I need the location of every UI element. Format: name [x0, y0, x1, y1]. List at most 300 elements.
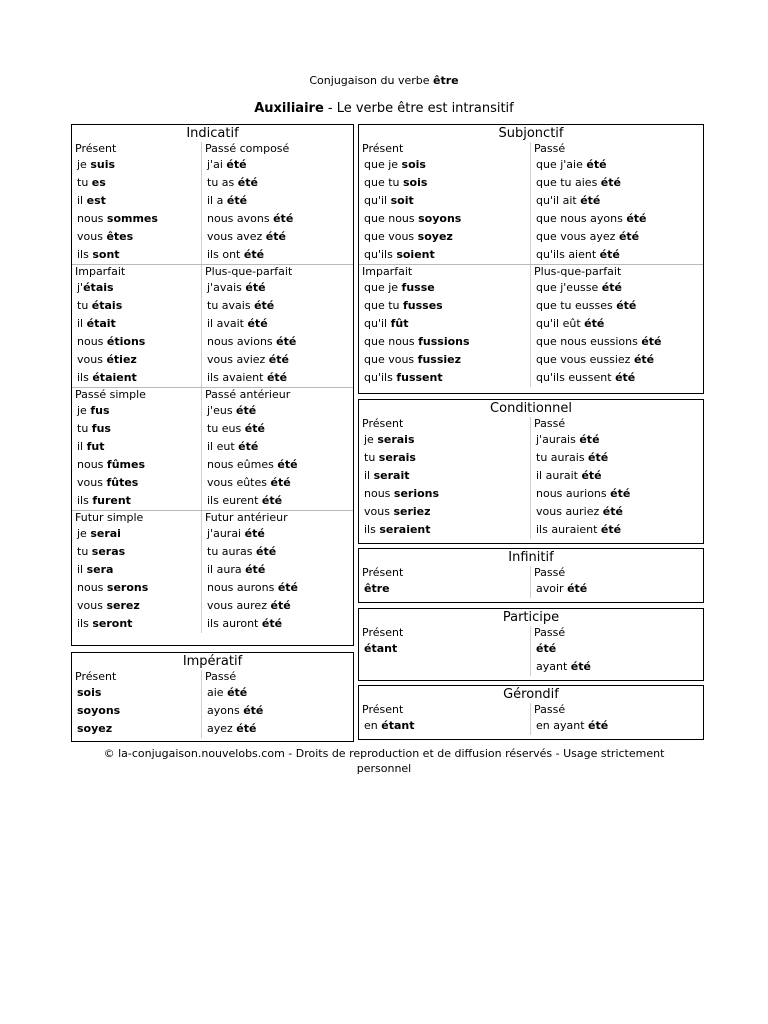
verb-form: été: [610, 487, 631, 500]
verb-form: été: [265, 230, 286, 243]
verb-form: sont: [92, 248, 120, 261]
conjugation-row: [359, 521, 703, 539]
conjugation-row: [72, 192, 353, 210]
verb-form: été: [618, 230, 640, 243]
imperatif-panel: [71, 652, 354, 742]
indicatif-panel: [71, 124, 354, 646]
conjugation-row: [359, 192, 703, 210]
tense-label: Passé: [534, 142, 566, 155]
verb-form: été: [641, 335, 662, 348]
pronoun-text: il: [77, 317, 87, 330]
verb-form: été: [245, 281, 266, 294]
conjugation-row: [359, 297, 703, 315]
tense-label: Passé simple: [72, 388, 202, 402]
conjugation-cell: [531, 315, 703, 333]
conjugation-cell: [531, 297, 703, 315]
pronoun-text: ils: [77, 617, 93, 630]
conjugation-cell: [359, 210, 531, 228]
tense-header: [72, 511, 353, 525]
pronoun-text: j'ai: [207, 158, 227, 171]
pronoun-text: ayant: [536, 660, 571, 673]
conjugation-cell: [72, 192, 202, 210]
conjugation-cell: [359, 369, 531, 387]
pronoun-text: nous: [77, 581, 107, 594]
pronoun-text: qu'il: [364, 317, 391, 330]
conjugation-row: [72, 315, 353, 333]
tense-label: Futur antérieur: [205, 511, 288, 524]
conjugation-cell: [202, 297, 353, 315]
conjugation-row: [72, 597, 353, 615]
verb-form: fut: [86, 440, 105, 453]
conjugation-cell: [72, 561, 202, 579]
verb-form: été: [584, 317, 605, 330]
tense-group: [72, 670, 353, 738]
conjugation-cell: [72, 525, 202, 543]
verb-form: être: [364, 582, 390, 595]
tense-group: [359, 566, 703, 598]
pronoun-text: en ayant: [536, 719, 589, 732]
pronoun-text: tu: [77, 176, 92, 189]
verb-form: été: [276, 335, 297, 348]
conjugation-row: [72, 720, 353, 738]
verb-form: soyons: [77, 704, 121, 717]
conjugation-cell: [359, 297, 531, 315]
tense-header: [359, 566, 703, 580]
pronoun-text: vous: [77, 476, 107, 489]
pronoun-text: que je: [364, 281, 402, 294]
pronoun-text: ils: [77, 371, 93, 384]
conjugation-cell: [72, 174, 202, 192]
verb-form: été: [626, 212, 647, 225]
conjugation-cell: [202, 420, 353, 438]
pronoun-text: que tu: [364, 176, 403, 189]
conditionnel-panel: [358, 399, 704, 544]
pronoun-text: il: [364, 469, 374, 482]
conjugation-cell: [202, 315, 353, 333]
pronoun-text: il: [77, 440, 87, 453]
verb-form: été: [602, 505, 623, 518]
conjugation-cell: [359, 333, 531, 351]
pronoun-text: il: [77, 563, 87, 576]
pronoun-text: que nous eussions: [536, 335, 642, 348]
verb-form: es: [91, 176, 106, 189]
conjugation-row: [359, 369, 703, 387]
pronoun-text: que vous: [364, 230, 418, 243]
pronoun-text: nous avons: [207, 212, 274, 225]
conjugation-cell: [531, 580, 703, 598]
pronoun-text: que tu eusses: [536, 299, 617, 312]
conjugation-row: [359, 485, 703, 503]
pronoun-text: que je: [364, 158, 402, 171]
tense-group: [359, 626, 703, 676]
pronoun-text: je: [77, 404, 91, 417]
conjugation-cell: [202, 543, 353, 561]
pronoun-text: que nous ayons: [536, 212, 627, 225]
conjugation-cell: [72, 297, 202, 315]
conjugation-cell: [359, 315, 531, 333]
conjugation-cell: [202, 210, 353, 228]
gerondif-panel: [358, 685, 704, 740]
subtitle-rest: - Le verbe être est intransitif: [323, 101, 514, 116]
conjugation-cell: [72, 210, 202, 228]
conjugation-cell: [202, 720, 353, 738]
tense-label: Passé: [534, 703, 566, 716]
pronoun-text: il aura: [207, 563, 246, 576]
verb-form: été: [586, 158, 607, 171]
verb-form: serais: [377, 433, 415, 446]
pronoun-text: j'aurais: [536, 433, 580, 446]
conjugation-cell: [202, 333, 353, 351]
tense-header: [359, 142, 703, 156]
verb-form: sera: [86, 563, 114, 576]
conjugation-row: [72, 156, 353, 174]
conjugation-cell: [202, 192, 353, 210]
verb-form: sois: [77, 686, 102, 699]
conjugation-cell: [72, 351, 202, 369]
conjugation-cell: [531, 717, 703, 735]
verb-form: fus: [90, 404, 110, 417]
verb-form: étant: [381, 719, 415, 732]
pronoun-text: ils avaient: [207, 371, 267, 384]
verb-form: suis: [90, 158, 116, 171]
conjugation-cell: [359, 351, 531, 369]
verb-form: été: [599, 248, 620, 261]
conjugation-row: [72, 333, 353, 351]
verb-form: été: [580, 194, 601, 207]
pronoun-text: tu: [364, 451, 379, 464]
conjugation-cell: [359, 174, 531, 192]
conjugation-cell: [531, 503, 703, 521]
conjugation-cell: [72, 702, 202, 720]
verb-form: été: [237, 176, 258, 189]
conjugation-cell: [72, 543, 202, 561]
verb-form: étant: [364, 642, 398, 655]
conjugation-cell: [531, 246, 703, 264]
pronoun-text: j'eus: [207, 404, 237, 417]
verb-form: été: [579, 433, 600, 446]
pronoun-text: qu'il eût: [536, 317, 585, 330]
verb-form: sois: [403, 176, 428, 189]
conjugation-cell: [359, 156, 531, 174]
conjugation-cell: [202, 351, 353, 369]
verb-form: été: [247, 317, 268, 330]
conjugation-cell: [72, 279, 202, 297]
conjugation-row: [359, 640, 703, 658]
conjugation-cell: [359, 246, 531, 264]
verb-form: étais: [91, 299, 123, 312]
verb-form: été: [616, 299, 637, 312]
pronoun-text: vous auriez: [536, 505, 603, 518]
verb-form: été: [633, 353, 655, 366]
tense-header: [359, 626, 703, 640]
subjonctif-panel: [358, 124, 704, 394]
conjugation-cell: [202, 525, 353, 543]
pronoun-text: ils: [77, 494, 93, 507]
conjugation-cell: [72, 456, 202, 474]
conjugation-cell: [72, 228, 202, 246]
verb-form: fus: [91, 422, 111, 435]
verb-form: fussiez: [417, 353, 462, 366]
verb-form: seras: [91, 545, 126, 558]
tense-label: Plus-que-parfait: [205, 265, 293, 278]
verb-form: été: [238, 440, 259, 453]
conjugation-cell: [202, 369, 353, 387]
conjugation-cell: [359, 640, 531, 658]
pronoun-text: vous eûtes: [207, 476, 271, 489]
conjugation-cell: [202, 684, 353, 702]
conjugation-cell: [202, 438, 353, 456]
subtitle-bold: Auxiliaire: [254, 101, 324, 116]
conjugation-cell: [531, 658, 703, 676]
pronoun-text: tu aurais: [536, 451, 589, 464]
conjugation-row: [72, 174, 353, 192]
pronoun-text: aie: [207, 686, 228, 699]
conjugation-row: [359, 210, 703, 228]
pronoun-text: ayons: [207, 704, 244, 717]
tense-group: [72, 142, 353, 264]
page-title: [0, 74, 768, 87]
indicatif-title: Indicatif: [186, 126, 239, 141]
tense-label: Imparfait: [72, 265, 202, 279]
conjugation-row: [72, 369, 353, 387]
pronoun-text: vous: [77, 353, 107, 366]
conjugation-cell: [202, 615, 353, 633]
verb-form: seront: [92, 617, 133, 630]
verb-form: soyez: [77, 722, 113, 735]
conjugation-cell: [359, 580, 531, 598]
conjugation-row: [359, 449, 703, 467]
conjugation-cell: [359, 467, 531, 485]
verb-form: été: [227, 686, 248, 699]
verb-form: fûtes: [106, 476, 139, 489]
verb-form: été: [581, 469, 602, 482]
verb-form: été: [536, 642, 557, 655]
tense-header: [359, 265, 703, 279]
pronoun-text: vous avez: [207, 230, 266, 243]
verb-form: été: [601, 281, 622, 294]
conjugation-cell: [202, 579, 353, 597]
tense-label: Passé: [534, 417, 566, 430]
conjugation-cell: [72, 597, 202, 615]
conjugation-cell: [531, 192, 703, 210]
conjugation-cell: [202, 279, 353, 297]
verb-form: était: [86, 317, 116, 330]
conjugation-cell: [531, 279, 703, 297]
pronoun-text: ils auront: [207, 617, 262, 630]
verb-form: été: [261, 617, 283, 630]
conjugation-cell: [531, 521, 703, 539]
verb-form: été: [615, 371, 636, 384]
conjugation-row: [359, 228, 703, 246]
conjugation-row: [359, 315, 703, 333]
verb-form: serais: [378, 451, 416, 464]
pronoun-text: ayez: [207, 722, 237, 735]
conjugation-cell: [531, 449, 703, 467]
conjugation-cell: [72, 156, 202, 174]
pronoun-text: tu: [77, 422, 92, 435]
pronoun-text: j'avais: [207, 281, 246, 294]
verb-form: étais: [83, 281, 114, 294]
pronoun-text: nous avions: [207, 335, 277, 348]
verb-form: été: [266, 371, 288, 384]
tense-group: [72, 264, 353, 387]
conjugation-row: [359, 431, 703, 449]
conjugation-row: [359, 156, 703, 174]
conjugation-cell: [531, 156, 703, 174]
verb-form: seraient: [379, 523, 431, 536]
verb-form: été: [245, 563, 266, 576]
conjugation-cell: [72, 684, 202, 702]
pronoun-text: que j'eusse: [536, 281, 602, 294]
tense-group: [359, 264, 703, 387]
conjugation-cell: [202, 402, 353, 420]
imperatif-title: Impératif: [182, 654, 243, 669]
conjugation-cell: [359, 503, 531, 521]
conjugation-cell: [72, 492, 202, 510]
conjugation-row: [359, 467, 703, 485]
conjugation-row: [72, 228, 353, 246]
conjugation-cell: [531, 351, 703, 369]
pronoun-text: ils: [364, 523, 380, 536]
pronoun-text: ils: [77, 248, 93, 261]
conjugation-cell: [359, 521, 531, 539]
infinitif-title: Infinitif: [508, 550, 554, 565]
conjugation-cell: [202, 702, 353, 720]
conjugation-row: [72, 474, 353, 492]
conjugation-cell: [359, 279, 531, 297]
verb-form: été: [261, 494, 283, 507]
verb-form: été: [273, 212, 294, 225]
conjugation-row: [72, 525, 353, 543]
pronoun-text: tu auras: [207, 545, 256, 558]
pronoun-text: qu'ils: [364, 371, 397, 384]
pronoun-text: qu'ils aient: [536, 248, 600, 261]
conjugation-row: [72, 684, 353, 702]
pronoun-text: j'aurai: [207, 527, 245, 540]
tense-group: [359, 703, 703, 735]
page-subtitle: [0, 101, 768, 116]
conjugation-row: [359, 246, 703, 264]
pronoun-text: que vous: [364, 353, 418, 366]
verb-form: est: [86, 194, 106, 207]
conjugation-row: [359, 717, 703, 735]
verb-form: furent: [92, 494, 131, 507]
conjugation-cell: [72, 438, 202, 456]
conjugation-cell: [72, 420, 202, 438]
tense-label: Présent: [72, 142, 202, 156]
conjugation-cell: [359, 192, 531, 210]
tense-header: [359, 703, 703, 717]
conjugation-row: [72, 297, 353, 315]
verb-form: serions: [393, 487, 440, 500]
pronoun-text: vous: [77, 230, 107, 243]
conjugation-cell: [359, 717, 531, 735]
conjugation-cell: [72, 315, 202, 333]
conjugation-row: [72, 246, 353, 264]
conditionnel-title: Conditionnel: [490, 401, 572, 416]
verb-form: fût: [390, 317, 409, 330]
pronoun-text: tu as: [207, 176, 238, 189]
verb-form: été: [255, 545, 277, 558]
tense-label: Futur simple: [72, 511, 202, 525]
pronoun-text: il avait: [207, 317, 248, 330]
verb-form: fusse: [401, 281, 435, 294]
verb-form: soient: [396, 248, 435, 261]
verb-form: été: [277, 581, 299, 594]
tense-label: Présent: [359, 626, 531, 640]
verb-form: été: [236, 404, 257, 417]
pronoun-text: qu'ils: [364, 248, 397, 261]
pronoun-text: il: [77, 194, 87, 207]
pronoun-text: nous: [77, 212, 107, 225]
verb-form: été: [236, 722, 257, 735]
pronoun-text: qu'ils eussent: [536, 371, 616, 384]
conjugation-row: [72, 561, 353, 579]
verb-form: été: [268, 353, 289, 366]
pronoun-text: vous aviez: [207, 353, 269, 366]
conjugation-cell: [202, 492, 353, 510]
conjugation-row: [359, 174, 703, 192]
verb-form: êtes: [106, 230, 134, 243]
verb-form: serai: [90, 527, 121, 540]
pronoun-text: nous eûmes: [207, 458, 278, 471]
verb-form: soyons: [418, 212, 462, 225]
verb-form: été: [600, 176, 621, 189]
conjugation-row: [72, 543, 353, 561]
conjugation-cell: [359, 228, 531, 246]
pronoun-text: nous: [364, 487, 394, 500]
verb-form: fûmes: [106, 458, 145, 471]
conjugation-row: [359, 580, 703, 598]
pronoun-text: nous: [77, 458, 107, 471]
conjugation-cell: [202, 228, 353, 246]
verb-form: étaient: [92, 371, 137, 384]
verb-form: été: [600, 523, 622, 536]
tense-label: Imparfait: [359, 265, 531, 279]
conjugation-cell: [72, 333, 202, 351]
pronoun-text: vous: [364, 505, 394, 518]
pronoun-text: j': [77, 281, 84, 294]
conjugation-cell: [531, 431, 703, 449]
conjugation-row: [72, 420, 353, 438]
pronoun-text: je: [77, 527, 91, 540]
verb-form: été: [226, 194, 248, 207]
participe-title: Participe: [502, 610, 560, 625]
pronoun-text: vous: [77, 599, 107, 612]
tense-label: Passé: [205, 670, 237, 683]
subjonctif-title: Subjonctif: [498, 126, 564, 141]
tense-header: [72, 388, 353, 402]
conjugation-cell: [72, 246, 202, 264]
pronoun-text: tu avais: [207, 299, 255, 312]
verb-form: été: [243, 704, 264, 717]
conjugation-cell: [531, 333, 703, 351]
conjugation-cell: [202, 156, 353, 174]
conjugation-cell: [531, 467, 703, 485]
conjugation-cell: [202, 597, 353, 615]
pronoun-text: que nous: [364, 212, 419, 225]
tense-label: Présent: [359, 142, 531, 156]
verb-form: été: [270, 476, 291, 489]
conjugation-row: [359, 333, 703, 351]
tense-label: Présent: [359, 417, 531, 431]
conjugation-row: [72, 279, 353, 297]
pronoun-text: que tu aies: [536, 176, 601, 189]
pronoun-text: ils eurent: [207, 494, 262, 507]
pronoun-text: que nous: [364, 335, 419, 348]
pronoun-text: que vous eussiez: [536, 353, 634, 366]
conjugation-cell: [72, 402, 202, 420]
